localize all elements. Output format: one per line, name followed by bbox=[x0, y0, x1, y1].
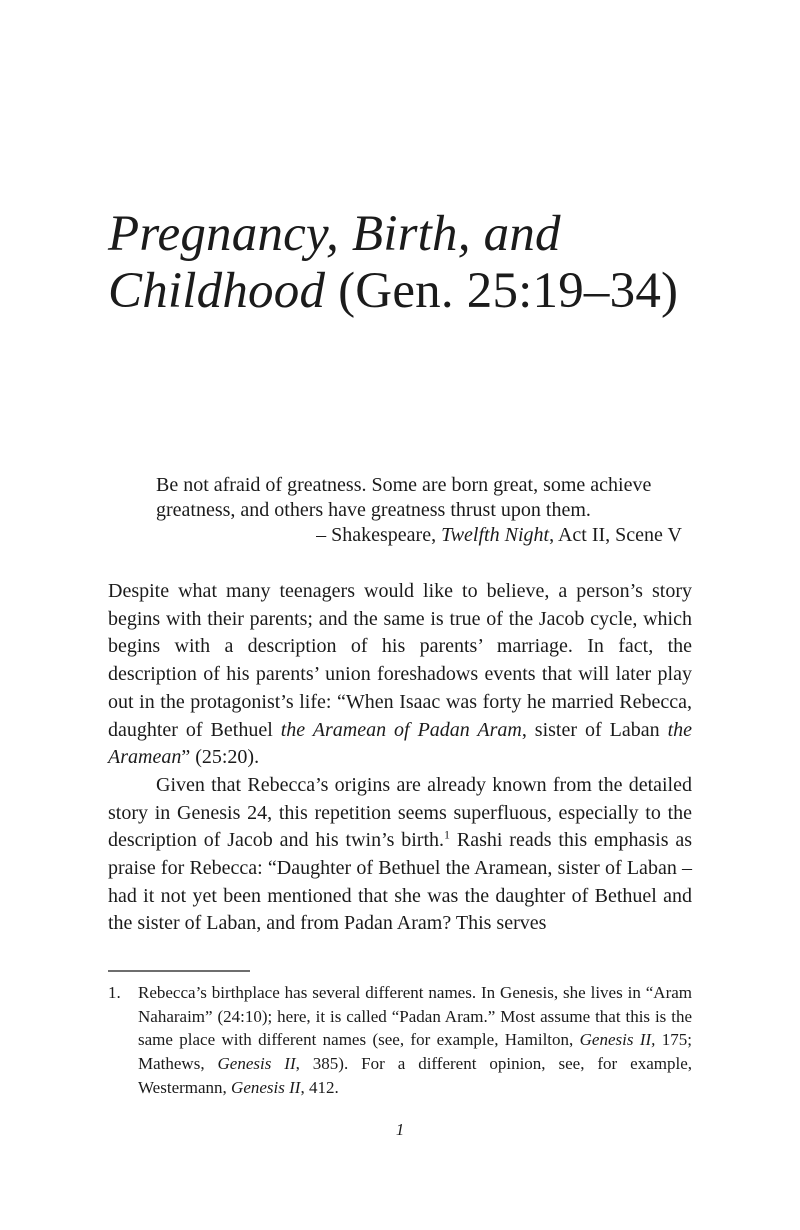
chapter-title-line-1: Pregnancy, Birth, and bbox=[108, 206, 561, 262]
footnote-number: 1. bbox=[108, 983, 121, 1002]
paragraph: Despite what many teenagers would like to believe, a person’s story begins with their parents; and the same is true of the Jacob cycle, which begins with a description of his parents’ marriage. In fact, the description of his parents’ union foreshadows events that will later play out in the protagonist’s life: “When Isaac was forty he married Rebecca, daughter of Bethuel the Aramean of Padan Aram, sister of Laban the Aramean” (25:20). bbox=[108, 580, 692, 769]
footnote bbox=[108, 981, 692, 1100]
body-text bbox=[108, 578, 692, 938]
chapter-title bbox=[108, 206, 708, 320]
page-number: 1 bbox=[395, 1120, 405, 1139]
footnote-separator bbox=[108, 970, 250, 972]
chapter-title-line-2: Childhood (Gen. 25:19–34) bbox=[108, 263, 679, 319]
epigraph-attribution: – Shakespeare, Twelfth Night, Act II, Scene V bbox=[316, 524, 682, 546]
epigraph bbox=[156, 473, 692, 548]
epigraph-quote-line: greatness, and others have greatness thrust upon them. bbox=[156, 499, 591, 521]
paragraph: Given that Rebecca’s origins are already known from the detailed story in Genesis 24, this repetition seems superfluous, especially to the description of Jacob and his twin’s birth.$^1$ Rashi reads this emphasis as praise for Rebecca: “Daughter of Bethuel the Aramean, sister of Laban – had it not yet been mentioned that she was the daughter of Bethuel and the sister of Laban, and from Padan Aram? This serves bbox=[108, 773, 693, 935]
footnote-text: Rebecca’s birthplace has several different names. In Genesis, she lives in “Aram Naharaim” (24:10); here, it is called “Padan Aram.” Most assume that this is the same place with different names (see, for example, Hamilton, Genesis II, 175; Mathews, Genesis II, 385). For a different opinion, see, for example, Westermann, Genesis II, 412. bbox=[138, 983, 692, 1097]
epigraph-quote-line: Be not afraid of greatness. Some are born great, some achieve bbox=[156, 474, 652, 496]
